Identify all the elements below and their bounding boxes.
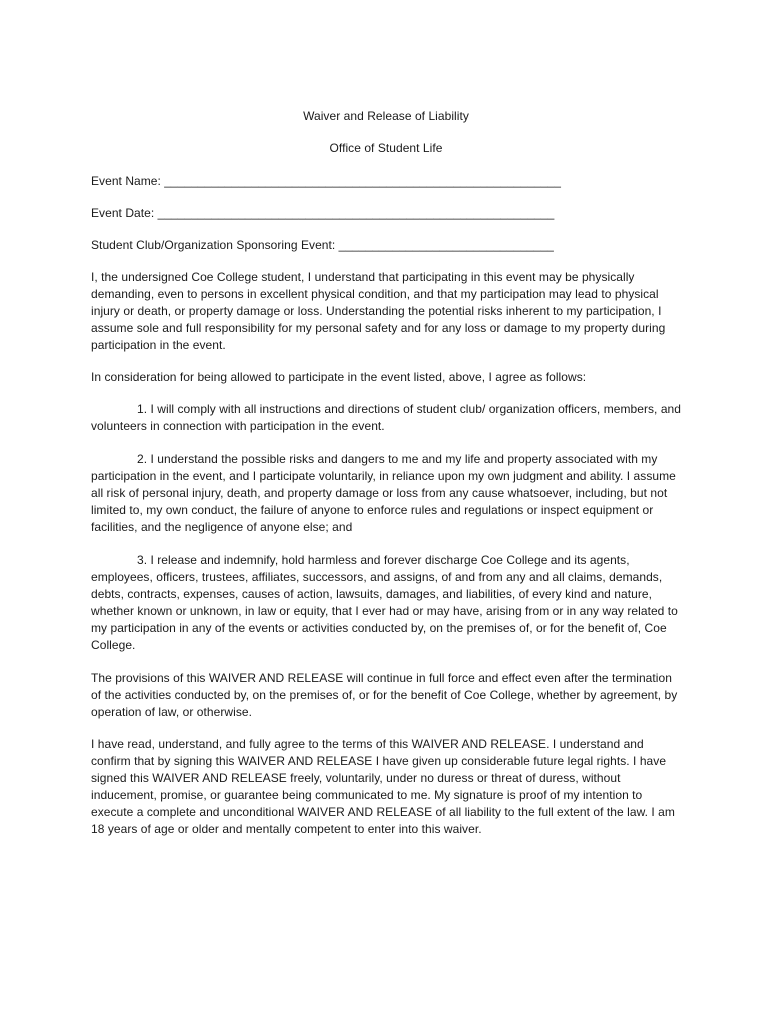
agreement-item-3: 3. I release and indemnify, hold harmless and forever discharge Coe College and its agents, employees, officers, trustees, affiliates, successors, and assigns, of and from any and all claims, demands, debts, contracts, expenses, causes of action, lawsuits, damages, and liabilities, of every kind and nature, whether known or unknown, in law or equity, that I ever had or may have, arising from or in any way related to my participation in any of the events or activities conducted by, on the premises of, or for the benefit of, Coe College.: [91, 553, 678, 652]
event-name-field: Event Name: ___________________________________________________________: [91, 174, 562, 188]
agreement-item-1: 1. I will comply with all instructions and directions of student club/ organization officers, members, and volunteers in connection with participation in the event.: [91, 402, 681, 433]
acknowledgement-paragraph: I have read, understand, and fully agree to the terms of this WAIVER AND RELEASE. I understand and confirm that by signing this WAIVER AND RELEASE I have given up considerable future legal rights. I have signed this WAIVER AND RELEASE freely, voluntarily, under no duress or threat of duress, without inducement, promise, or guarantee being communicated to me. My signature is proof of my intention to execute a complete and unconditional WAIVER AND RELEASE of all liability to the full extent of the law. I am 18 years of age or older and mentally competent to enter into this waiver.: [91, 737, 675, 836]
document-subtitle: Office of Student Life: [329, 141, 443, 155]
provisions-paragraph: The provisions of this WAIVER AND RELEASE will continue in full force and effect even after the termination of the activities conducted by, on the premises of, or for the benefit of Coe College, whether by agreement, by operation of law, or otherwise.: [91, 671, 678, 719]
document-body: [91, 108, 681, 853]
agreement-item-2: 2. I understand the possible risks and dangers to me and my life and property associated with my participation in the event, and I participate voluntarily, in reliance upon my own judgment and ability. I assume all risk of personal injury, death, and property damage or loss from any cause whatsoever, including, but not limited to, my own conduct, the failure of anyone to enforce rules and regulations or inspect equipment or facilities, and the negligence of anyone else; and: [91, 452, 676, 534]
sponsoring-organization-field: Student Club/Organization Sponsoring Event: ________________________________: [91, 238, 554, 252]
event-date-field: Event Date: ___________________________________________________________: [91, 206, 555, 220]
document-title: Waiver and Release of Liability: [303, 109, 469, 123]
intro-paragraph: I, the undersigned Coe College student, I understand that participating in this event may be physically demanding, even to persons in excellent physical condition, and that my participation may lead to physical injury or death, or property damage or loss. Understanding the potential risks inherent to my participation, I assume sole and full responsibility for my personal safety and for any loss or damage to my property during participation in the event.: [91, 270, 666, 352]
consideration-paragraph: In consideration for being allowed to participate in the event listed, above, I agree as follows:: [91, 370, 587, 384]
